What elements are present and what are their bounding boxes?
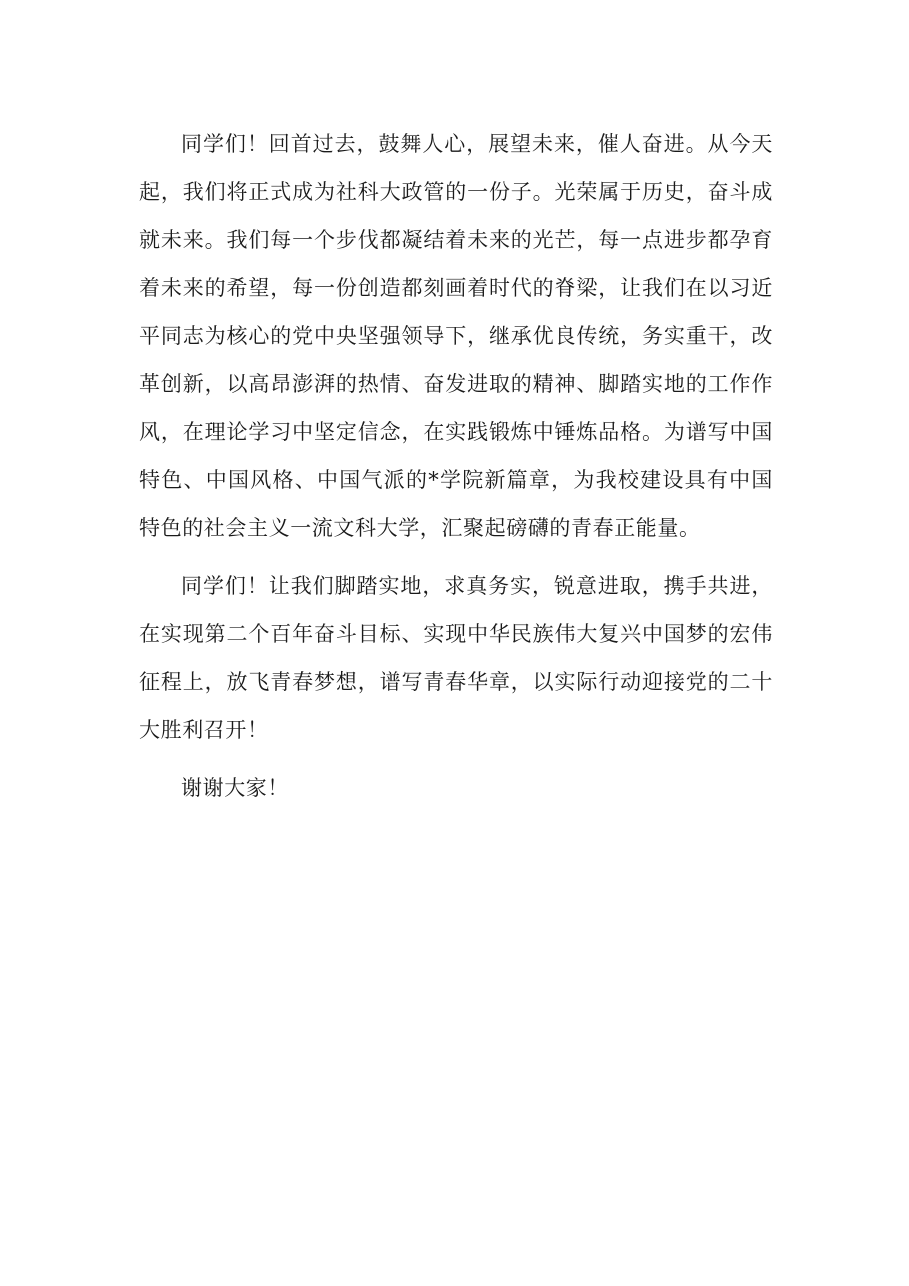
paragraph-1: 同学们！回首过去，鼓舞人心，展望未来，催人奋进。从今天起，我们将正式成为社科大政管的一份子。光荣属于历史，奋斗成就未来。我们每一个步伐都凝结着未来的光芒，每一点进步都孕育着未来的希望，每一份创造都刻画着时代的脊梁，让我们在以习近平同志为核心的党中央坚强领导下，继承优良传统，务实重干，改革创新，以高昂澎湃的热情、奋发进取的精神、脚踏实地的工作作风，在理论学习中坚定信念，在实践锻炼中锤炼品格。为谱写中国特色、中国风格、中国气派的*学院新篇章，为我校建设具有中国特色的社会主义一流文科大学，汇聚起磅礴的青春正能量。: [139, 132, 773, 540]
paragraph-closing: 谢谢大家！: [181, 776, 289, 800]
document-body: [139, 120, 773, 822]
paragraph-2: 同学们！让我们脚踏实地，求真务实，锐意进取，携手共进，在实现第二个百年奋斗目标、实现中华民族伟大复兴中国梦的宏伟征程上，放飞青春梦想，谱写青春华章，以实际行动迎接党的二十大胜利召开！: [139, 574, 773, 742]
